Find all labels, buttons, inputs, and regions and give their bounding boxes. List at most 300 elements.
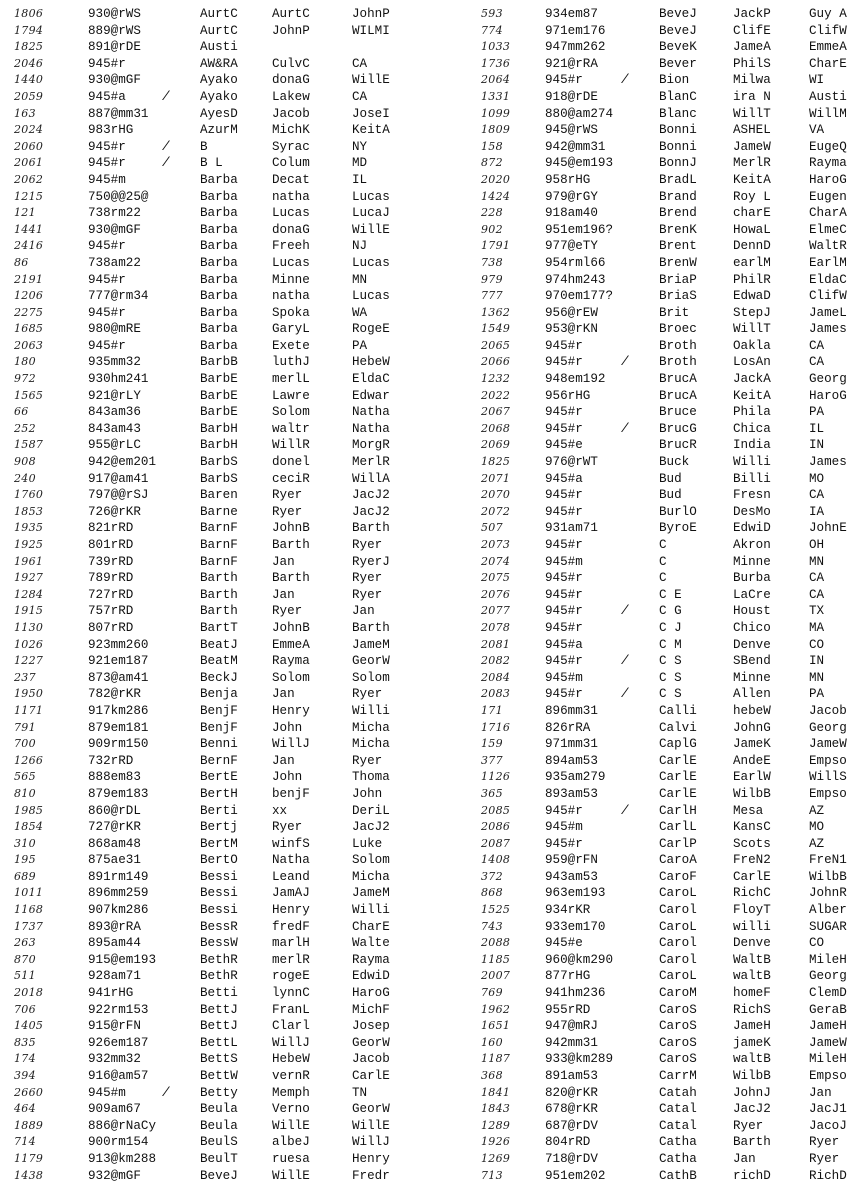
record-code: 718@rDV (545, 1151, 598, 1166)
second-field: AndeE (733, 753, 771, 768)
record-code: 945#r (88, 139, 126, 154)
second-field: RichS (733, 1002, 771, 1017)
handwritten-number: 195 (14, 853, 36, 867)
record-code: 895am44 (88, 936, 141, 951)
handwritten-number: 2071 (481, 471, 511, 485)
name-field: Broth (659, 355, 697, 370)
name-field: BrenK (659, 222, 697, 237)
record-code: 873@am41 (88, 670, 149, 685)
name-field: C M (659, 637, 682, 652)
record-code: 945#m (545, 554, 583, 569)
handwritten-number: 1809 (481, 123, 511, 137)
name-field: Brand (659, 189, 697, 204)
name-field: BeveJ (659, 23, 697, 38)
handwritten-number: 121 (14, 206, 36, 220)
handwritten-number: 1269 (481, 1151, 511, 1165)
record-code: 945#r (545, 421, 583, 436)
table-row (437, 1101, 867, 1118)
table-row (0, 1035, 430, 1052)
record-code: 948em192 (545, 372, 606, 387)
third-field: OH (809, 538, 825, 552)
name-field: BertM (200, 836, 238, 851)
handwritten-number: 1791 (481, 239, 511, 253)
name-field: BarnF (200, 538, 238, 552)
handwritten-number: 1925 (14, 538, 44, 551)
table-row (437, 902, 867, 919)
table-row (437, 1068, 867, 1085)
table-row (0, 189, 430, 206)
record-code: 951em196? (545, 222, 614, 237)
third-field: Micha (352, 720, 390, 735)
right-listing-column (437, 6, 867, 1184)
name-field: Barba (200, 172, 238, 187)
handwritten-number: 1737 (14, 919, 44, 933)
second-field: JameA (733, 40, 771, 55)
record-code: 934rKR (545, 903, 591, 918)
handwritten-number: 902 (481, 222, 503, 236)
record-code: 843am43 (88, 421, 141, 436)
name-field: BeulT (200, 1151, 238, 1166)
table-row (437, 56, 867, 73)
handwritten-number: 1760 (14, 488, 44, 502)
handwritten-number: 163 (14, 106, 36, 120)
record-code: 739rRD (88, 554, 134, 569)
second-field: JohnG (733, 720, 771, 735)
name-field: Bessi (200, 869, 238, 884)
second-field: EarlW (733, 770, 771, 785)
handwritten-number: 1408 (481, 853, 511, 867)
record-code: 804rRD (545, 1135, 591, 1150)
second-field: Phila (733, 405, 771, 420)
name-field: AW&RA (200, 56, 238, 71)
record-code: 945#r (545, 604, 583, 619)
handwritten-number: 2084 (481, 670, 511, 684)
name-field: Barba (200, 189, 238, 204)
second-field: Lawre (272, 388, 310, 403)
check-mark: / (621, 73, 629, 88)
name-field: Carol (659, 936, 697, 951)
handwritten-number: 777 (481, 289, 503, 303)
name-field: Bessi (200, 886, 238, 901)
second-field: Akron (733, 538, 771, 552)
handwritten-number: 835 (14, 1035, 36, 1049)
name-field: BarbE (200, 405, 238, 420)
second-field: Allen (733, 687, 771, 702)
second-field: EdwaD (733, 289, 771, 304)
table-row (437, 1118, 867, 1135)
handwritten-number: 1794 (14, 23, 44, 37)
third-field: James (809, 322, 847, 337)
name-field: Barba (200, 239, 238, 254)
name-field: BarbS (200, 455, 238, 470)
record-code: 945#r (88, 272, 126, 287)
table-row (437, 1168, 867, 1184)
record-code: 726@rKR (88, 504, 141, 519)
name-field: Bessi (200, 903, 238, 918)
name-field: CarlE (659, 770, 697, 785)
name-field: Ayako (200, 89, 238, 104)
second-field: KansC (733, 820, 771, 835)
second-field: willi (733, 919, 771, 934)
second-field: Jan (272, 687, 295, 702)
left-listing-column (0, 6, 430, 1184)
table-row (0, 620, 430, 637)
second-field: charE (733, 206, 771, 221)
second-field: LosAn (733, 355, 771, 370)
record-code: 921em187 (88, 654, 149, 669)
table-row (0, 222, 430, 239)
record-code: 945#r (88, 156, 126, 171)
table-row (0, 653, 430, 670)
check-mark: / (621, 355, 629, 370)
name-field: BarbB (200, 355, 238, 370)
third-field: JameM (352, 637, 390, 652)
third-field: PA (352, 338, 368, 353)
record-code: 738rm22 (88, 206, 141, 221)
name-field: BrucR (659, 438, 697, 453)
table-row (437, 885, 867, 902)
handwritten-number: 2082 (481, 654, 511, 668)
record-code: 935mm32 (88, 355, 141, 370)
second-field: WillE (272, 1168, 310, 1183)
table-row (437, 437, 867, 454)
table-row (0, 1151, 430, 1168)
third-field: Guy A (809, 7, 847, 21)
name-field: C S (659, 670, 682, 685)
third-field: MileH (809, 952, 847, 967)
record-code: 821rRD (88, 521, 134, 536)
name-field: BessR (200, 919, 238, 934)
name-field: C G (659, 604, 682, 619)
handwritten-number: 511 (14, 969, 36, 983)
name-field: BeulS (200, 1135, 238, 1150)
name-field: Ayako (200, 73, 238, 88)
record-code: 959@rFN (545, 853, 598, 868)
name-field: Benni (200, 737, 238, 752)
third-field: PA (809, 405, 825, 420)
handwritten-number: 1736 (481, 56, 511, 70)
name-field: CaroF (659, 869, 697, 884)
third-field: Micha (352, 737, 390, 752)
second-field: Verno (272, 1102, 310, 1117)
second-field: benjF (272, 786, 310, 801)
third-field: Thoma (352, 770, 390, 785)
record-code: 935am279 (545, 770, 606, 785)
handwritten-number: 180 (14, 355, 36, 369)
second-field: xx (272, 803, 288, 818)
third-field: JacJ2 (352, 820, 390, 835)
third-field: PA (809, 687, 825, 702)
third-field: ElmeC (809, 222, 847, 237)
handwritten-number: 394 (14, 1069, 36, 1082)
table-row (0, 985, 430, 1002)
table-row (437, 487, 867, 504)
handwritten-number: 1362 (481, 305, 511, 319)
third-field: Barth (352, 521, 390, 536)
table-row (0, 1068, 430, 1085)
second-field: Mesa (733, 803, 764, 818)
third-field: JameM (352, 886, 390, 901)
name-field: Bever (659, 56, 697, 71)
handwritten-number: 565 (14, 770, 36, 784)
handwritten-number: 1685 (14, 322, 44, 336)
name-field: BettJ (200, 1019, 238, 1034)
second-field: Houst (733, 604, 771, 619)
table-row (437, 321, 867, 338)
second-field: Ryer (272, 488, 303, 503)
name-field: Barth (200, 604, 238, 619)
second-field: Ryer (272, 604, 303, 619)
handwritten-number: 1915 (14, 604, 44, 618)
handwritten-number: 66 (14, 405, 29, 419)
record-code: 970em177? (545, 289, 614, 304)
table-row (437, 720, 867, 737)
handwritten-number: 2191 (14, 272, 44, 286)
handwritten-number: 2022 (481, 388, 511, 402)
third-field: James (809, 455, 847, 470)
name-field: Barba (200, 305, 238, 320)
table-row (0, 786, 430, 803)
table-row (437, 89, 867, 106)
handwritten-number: 1405 (14, 1019, 44, 1033)
handwritten-number: 1950 (14, 687, 44, 701)
second-field: Fresn (733, 488, 771, 503)
second-field: KeitA (733, 172, 771, 187)
name-field: Bud (659, 471, 682, 486)
name-field: BernF (200, 753, 238, 768)
name-field: Barth (200, 571, 238, 586)
second-field: Barth (272, 571, 310, 586)
third-field: GeorW (352, 1102, 390, 1117)
table-row (437, 786, 867, 803)
table-row (437, 338, 867, 355)
name-field: Brit (659, 305, 690, 320)
second-field: ceciR (272, 471, 310, 486)
second-field: JohnB (272, 521, 310, 536)
third-field: WillS (809, 770, 847, 785)
name-field: AurtC (200, 23, 238, 38)
handwritten-number: 158 (481, 139, 503, 153)
record-code: 945#m (545, 670, 583, 685)
third-field: Ryer (352, 571, 383, 586)
table-row (0, 272, 430, 289)
handwritten-number: 2065 (481, 338, 511, 352)
record-code: 888em83 (88, 770, 141, 785)
record-code: 971em176 (545, 23, 606, 38)
name-field: CathB (659, 1168, 697, 1183)
third-field: MichF (352, 1002, 390, 1017)
handwritten-number: 706 (14, 1002, 36, 1016)
handwritten-number: 1099 (481, 106, 511, 120)
record-code: 907km286 (88, 903, 149, 918)
check-mark: / (162, 89, 170, 104)
handwritten-number: 1440 (14, 73, 44, 87)
second-field: JameW (733, 139, 771, 154)
record-code: 956rHG (545, 388, 591, 403)
handwritten-number: 2078 (481, 620, 511, 634)
name-field: BlanC (659, 89, 697, 104)
name-field: BessW (200, 936, 238, 951)
second-field: Solom (272, 405, 310, 420)
check-mark: / (162, 1085, 170, 1100)
name-field: Bonni (659, 139, 697, 154)
third-field: HaroG (352, 986, 390, 1001)
second-field: JohnJ (733, 1085, 771, 1100)
third-field: NY (352, 139, 368, 154)
third-field: CharA (809, 206, 847, 221)
record-code: 953@rKN (545, 322, 598, 337)
record-code: 955rRD (545, 1002, 591, 1017)
table-row (437, 454, 867, 471)
record-code: 930@rWS (88, 7, 141, 21)
table-row (437, 919, 867, 936)
third-field: EugeQ (809, 139, 847, 154)
record-code: 930@mGF (88, 73, 141, 88)
record-code: 923mm260 (88, 637, 149, 652)
table-row (0, 388, 430, 405)
record-code: 887@mm31 (88, 106, 149, 121)
table-row (0, 885, 430, 902)
name-field: Betti (200, 986, 238, 1001)
record-code: 945#r (545, 538, 583, 552)
check-mark: / (162, 139, 170, 154)
third-field: NJ (352, 239, 368, 254)
second-field: donaG (272, 73, 310, 88)
second-field: RichC (733, 886, 771, 901)
table-row (0, 686, 430, 703)
third-field: Rayma (809, 156, 847, 171)
third-field: Edwar (352, 388, 390, 403)
name-field: Brend (659, 206, 697, 221)
record-code: 891@rDE (88, 40, 141, 55)
table-row (0, 753, 430, 770)
record-code: 979@rGY (545, 189, 598, 204)
handwritten-number: 1927 (14, 571, 44, 585)
third-field: Solom (352, 853, 390, 868)
third-field: CharE (352, 919, 390, 934)
third-field: TX (809, 604, 825, 619)
table-row (437, 1035, 867, 1052)
second-field: JohnP (272, 23, 310, 38)
record-code: 945#a (88, 89, 126, 104)
third-field: Alber (809, 903, 847, 918)
record-code: 875ae31 (88, 853, 141, 868)
table-row (0, 454, 430, 471)
record-code: 926em187 (88, 1035, 149, 1050)
record-code: 977@eTY (545, 239, 598, 254)
third-field: Willi (352, 903, 390, 918)
table-row (437, 985, 867, 1002)
table-row (0, 106, 430, 123)
handwritten-number: 1179 (14, 1151, 44, 1165)
name-field: BenjF (200, 703, 238, 718)
table-row (0, 437, 430, 454)
record-code: 945#r (545, 571, 583, 586)
record-code: 727rRD (88, 587, 134, 602)
handwritten-number: 1651 (481, 1019, 511, 1033)
name-field: Barba (200, 338, 238, 353)
check-mark: / (621, 654, 629, 669)
record-code: 933em170 (545, 919, 606, 934)
second-field: rogeE (272, 969, 310, 984)
handwritten-number: 1587 (14, 438, 44, 452)
third-field: JacJ1 (809, 1102, 847, 1117)
handwritten-number: 1935 (14, 521, 44, 535)
second-field: waltB (733, 969, 771, 984)
handwritten-number: 1168 (14, 903, 44, 917)
handwritten-number: 2660 (14, 1085, 44, 1099)
third-field: WillE (352, 73, 390, 88)
name-field: CaroL (659, 969, 697, 984)
third-field: JameW (809, 1035, 847, 1050)
third-field: IN (809, 438, 825, 453)
table-row (437, 1018, 867, 1035)
handwritten-number: 700 (14, 737, 36, 751)
handwritten-number: 2059 (14, 89, 44, 103)
name-field: BrucA (659, 372, 697, 387)
table-row (0, 1134, 430, 1151)
handwritten-number: 1187 (481, 1052, 511, 1066)
third-field: Fredr (352, 1168, 390, 1183)
table-row (0, 487, 430, 504)
third-field: CA (809, 571, 825, 586)
third-field: Ryer (352, 687, 383, 702)
record-code: 896mm31 (545, 703, 598, 718)
third-field: JoseI (352, 106, 390, 121)
third-field: MN (352, 272, 368, 287)
record-code: 826rRA (545, 720, 591, 735)
record-code: 974hm243 (545, 272, 606, 287)
second-field: ira N (733, 89, 771, 104)
second-field: Decat (272, 172, 310, 187)
name-field: BettL (200, 1035, 238, 1050)
record-code: 807rRD (88, 620, 134, 635)
record-code: 945@rWS (545, 123, 598, 138)
table-row (0, 255, 430, 272)
record-code: 945#r (545, 73, 583, 88)
second-field: FranL (272, 1002, 310, 1017)
handwritten-number: 2087 (481, 836, 511, 850)
record-code: 955@rLC (88, 438, 141, 453)
name-field: BarbE (200, 372, 238, 387)
third-field: Georg (809, 372, 847, 387)
table-row (0, 421, 430, 438)
second-field: marlH (272, 936, 310, 951)
handwritten-number: 1853 (14, 504, 44, 518)
handwritten-number: 1843 (481, 1102, 511, 1116)
name-field: Baren (200, 488, 238, 503)
name-field: BeatJ (200, 637, 238, 652)
handwritten-number: 1565 (14, 388, 44, 402)
record-code: 943am53 (545, 869, 598, 884)
handwritten-number: 240 (14, 471, 36, 485)
second-field: PhilS (733, 56, 771, 71)
name-field: C S (659, 687, 682, 702)
table-row (0, 89, 430, 106)
third-field: GeraB (809, 1002, 847, 1017)
handwritten-number: 160 (481, 1035, 503, 1049)
second-field: Exete (272, 338, 310, 353)
table-row (0, 852, 430, 869)
second-field: Lucas (272, 255, 310, 270)
name-field: Broec (659, 322, 697, 337)
handwritten-number: 2081 (481, 637, 511, 651)
third-field: IN (809, 654, 825, 669)
third-field: Henry (352, 1151, 390, 1166)
table-row (0, 1085, 430, 1102)
handwritten-number: 2060 (14, 139, 44, 153)
third-field: Jan (352, 604, 375, 619)
